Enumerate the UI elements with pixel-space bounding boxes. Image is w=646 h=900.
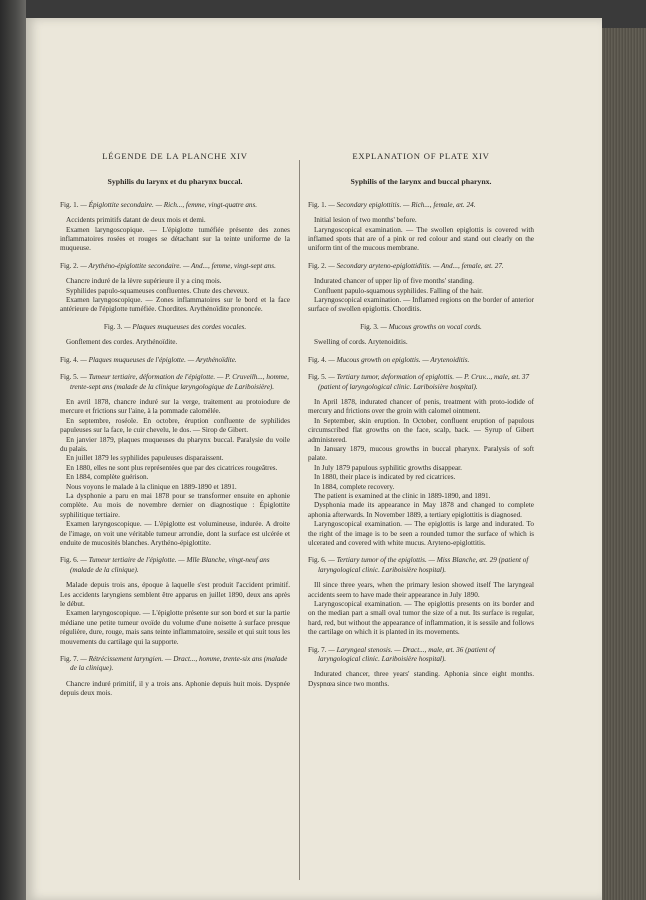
figure-entry — [60, 201, 290, 254]
figure-paragraph: Indurated chancer, three years' standing. Aphonia since eight months. Dyspnœa since two months. — [308, 670, 534, 688]
figure-number: Fig. 4. — [60, 355, 79, 364]
figure-paragraph: Accidents primitifs datant de deux mois et demi. — [66, 216, 206, 225]
figure-paragraph: In 1884, complete recovery. — [314, 482, 395, 491]
figure-paragraph: Malade depuis trois ans, époque à laquelle s'est produit l'accident primitif. Les accidents laryngiens semblent être apparus en juillet 1890, deux ans après le début. — [60, 581, 290, 609]
figure-paragraph: Laryngoscopical examination. — The epiglottis presents on its border and on the median part a small oval tumor the size of a nut. Its surface is regular, hard, red, but without the appearance of inflammation, it is sessile and follows the cartilage on which it is planted in its movements. — [308, 600, 534, 637]
figure-caption-text: — Mucous growth on epiglottis. — Arytenoiditis. — [328, 355, 470, 364]
figure-caption — [60, 556, 290, 575]
figure-paragraph: Laryngoscopical examination. — Inflamed regions on the border of anterior surface of swollen epiglottis. Chorditis. — [308, 296, 534, 314]
figure-paragraph: Initial lesion of two months' before. — [314, 216, 417, 225]
figure-paragraph: In September, skin eruption. In October, confluent eruption of papulous circumscribed flat growths on the face, scalp, back. — Syrup of Gibert administered. — [308, 416, 534, 444]
figure-entry — [60, 262, 290, 315]
figure-caption-text: — Laryngeal stenosis. — Dract..., male, æt. 36 (patient of laryngological clinic. Lariboisière hospital). — [318, 645, 495, 664]
french-column — [60, 152, 290, 707]
figure-paragraph: En 1880, elles ne sont plus représentées que par des cicatrices rougeâtres. — [66, 463, 278, 472]
french-title: LÉGENDE DE LA PLANCHE XIV — [102, 151, 248, 161]
page-stack-edge — [602, 28, 646, 900]
figure-number: Fig. 1. — [60, 200, 79, 209]
book-spine-shadow — [0, 0, 26, 900]
figure-caption — [308, 373, 534, 392]
figure-entry — [60, 373, 290, 548]
figure-caption — [60, 201, 290, 210]
figure-paragraph: Chancre induré de la lèvre supérieure il y a cinq mois. — [66, 277, 222, 286]
figure-paragraph: La dysphonie a paru en mai 1878 pour se transformer ensuite en aphonie complète. Au mois de novembre dernier on diagnostique : Épiglottite syphilitique tertiaire. — [60, 491, 290, 519]
figure-caption-text: — Mucous growths on vocal cords. — [380, 322, 482, 331]
figure-paragraph: Syphilides papulo-squameuses confluentes. Chute des cheveux. — [66, 286, 250, 295]
column-divider — [299, 160, 300, 880]
figure-entry — [308, 556, 534, 637]
figure-paragraph: Chancre induré primitif, il y a trois ans. Aphonie depuis huit mois. Dyspnée depuis deux mois. — [60, 679, 290, 698]
figure-paragraph: In April 1878, indurated chancer of penis, treatment with proto-iodide of mercury and frictions over the groin with calomel ointment. — [308, 397, 534, 416]
figure-number: Fig. 6. — [308, 556, 327, 565]
figure-entry — [60, 356, 290, 365]
english-column — [308, 152, 534, 697]
english-title: EXPLANATION OF PLATE XIV — [352, 151, 490, 161]
figure-caption — [308, 356, 534, 365]
figure-paragraph: En juillet 1879 les syphilides papuleuses disparaissent. — [66, 454, 224, 463]
figure-paragraph: Dysphonia made its appearance in May 1878 and changed to complete aphonia afterwards. In November 1889, a tertiary epiglottitis is diagnosed. — [308, 501, 534, 519]
figure-caption-text: — Tertiary tumor, deformation of epiglottis. — P. Cruv..., male, æt. 37 (patient of laryngological clinic. Lariboisière hospital). — [318, 373, 530, 391]
figure-number: Fig. 5. — [60, 373, 79, 382]
figure-paragraph: En janvier 1879, plaques muqueuses du pharynx buccal. Paralysie du voile du palais. — [60, 435, 290, 453]
figure-caption — [60, 655, 290, 674]
figure-caption — [308, 262, 534, 271]
figure-paragraph: En 1884, complète guérison. — [66, 473, 149, 482]
figure-number: Fig. 3. — [103, 322, 123, 331]
figure-entry — [60, 556, 290, 647]
figure-paragraph: In 1880, their place is indicated by red cicatrices. — [314, 473, 456, 482]
figure-paragraph: Examen laryngoscopique. — L'épiglotte tuméfiée présente des zones inflammatoires rosées et rouges se détachant sur la teinte uniforme de la muqueuse. — [60, 225, 290, 253]
figure-caption — [60, 373, 290, 392]
figure-caption — [308, 323, 534, 332]
figure-entry — [308, 646, 534, 690]
french-figures — [60, 201, 290, 699]
figure-caption-text: — Rétrécissement laryngien. — Dract..., homme, trente-six ans (malade de la clinique). — [70, 655, 288, 673]
figure-number: Fig. 6. — [60, 556, 79, 565]
figure-paragraph: Nous voyons le malade à la clinique en 1889-1890 et 1891. — [66, 482, 237, 491]
figure-caption-text: — Tumeur tertiaire, déformation de l'épiglotte. — P. Cruveilh..., homme, trente-sept ans (malade de la clinique laryngologique de Lariboisière). — [70, 373, 289, 391]
figure-paragraph: En septembre, roséole. En octobre, éruption confluente de syphilides papuleuses sur la face, le cuir chevelu, le dos. — Sirop de Gibert. — [60, 416, 290, 435]
figure-caption — [308, 201, 534, 210]
figure-paragraph: Confluent papulo-squamous syphilides. Falling of the hair. — [314, 286, 483, 295]
figure-paragraph: In January 1879, mucous growths in buccal pharynx. Paralysis of soft palate. — [308, 444, 534, 463]
figure-number: Fig. 5. — [308, 373, 327, 382]
figure-number: Fig. 7. — [60, 655, 79, 664]
figure-paragraph: Swelling of cords. Arytenoiditis. — [314, 338, 408, 347]
figure-paragraph: En avril 1878, chancre induré sur la verge, traitement au protoiodure de mercure et frictions sur l'aine, à la pommade calomélée. — [60, 397, 290, 416]
figure-paragraph: The patient is examined at the clinic in 1889-1890, and 1891. — [314, 491, 491, 500]
figure-caption — [60, 356, 290, 365]
figure-paragraph: In July 1879 papulous syphilitic growths disappear. — [314, 463, 462, 472]
figure-paragraph: Gonflement des cordes. Arythénoïdite. — [66, 338, 178, 347]
figure-caption — [60, 262, 290, 271]
figure-caption — [308, 556, 534, 575]
figure-entry — [308, 262, 534, 315]
figure-paragraph: Laryngoscopical examination. — The epiglottis is large and indurated. To the right of the image is to be seen a rounded tumor the surface of which is ulcerated and covered with white mucus. Aryteno-epiglottitis. — [308, 520, 534, 547]
figure-entry — [308, 356, 534, 365]
figure-caption — [308, 646, 534, 665]
figure-entry — [60, 323, 290, 348]
english-figures — [308, 201, 534, 689]
figure-paragraph: Laryngoscopical examination. — The swollen epiglottis is covered with inflamed spots that are of a pink or red colour and stand out clearly on the uniform tint of the mucous membrane. — [308, 225, 534, 253]
figure-number: Fig. 4. — [308, 355, 327, 364]
figure-paragraph: Examen laryngoscopique. — L'épiglotte est volumineuse, indurée. A droite de l'image, on voit une véritable tumeur arrondie, dont la surface est ulcérée et enduite de mucosités blanches. Arythéno-épiglottite. — [60, 520, 290, 547]
figure-caption-text: — Tertiary tumor of the epiglottis. — Miss Blanche, æt. 29 (patient of laryngological clinic. Lariboisière hospital). — [318, 556, 529, 574]
figure-paragraph: Examen laryngoscopique. — L'épiglotte présente sur son bord et sur la partie médiane une petite tumeur ovoïde du volume d'une noisette à surface presque régulière, dure, rouge, mais sans teinte inflammatoire, sessile et qui suit tous les mouvements du cartilage qui la supporte. — [60, 609, 290, 646]
figure-caption-text: — Plaques muqueuses de l'épiglotte. — Arythénoïdite. — [80, 355, 237, 364]
background-top — [0, 0, 646, 18]
figure-paragraph: Ill since three years, when the primary lesion showed itself The laryngeal accidents seem to have made their appearance in July 1890. — [308, 581, 534, 599]
figure-entry — [308, 373, 534, 548]
figure-paragraph: Examen laryngoscopique. — Zones inflammatoires sur le bord et la face antérieure de l'épiglotte tuméfiée. Chordites. Arythénoïdite prononcée. — [60, 296, 290, 314]
english-subtitle: Syphilis of the larynx and buccal pharynx. — [350, 177, 492, 187]
figure-caption-text: — Tumeur tertiaire de l'épiglotte. — Mlle Blanche, vingt-neuf ans (malade de la clinique). — [70, 556, 270, 574]
figure-caption-text: — Épiglottite secondaire. — Rich..., femme, vingt-quatre ans. — [80, 200, 258, 209]
figure-caption — [60, 323, 290, 332]
french-subtitle: Syphilis du larynx et du pharynx buccal. — [107, 177, 243, 187]
figure-paragraph: Indurated chancer of upper lip of five months' standing. — [314, 277, 474, 286]
figure-number: Fig. 2. — [308, 261, 327, 270]
figure-number: Fig. 7. — [308, 645, 327, 654]
figure-number: Fig. 3. — [360, 322, 379, 331]
figure-entry — [60, 655, 290, 699]
figure-entry — [308, 201, 534, 254]
figure-number: Fig. 2. — [60, 261, 79, 270]
figure-entry — [308, 323, 534, 348]
figure-caption-text: — Secondary epiglottitis. — Rich..., female, æt. 24. — [328, 200, 476, 209]
figure-number: Fig. 1. — [308, 200, 327, 209]
figure-caption-text: — Arythéno-épiglottite secondaire. — And..., femme, vingt-sept ans. — [80, 261, 276, 270]
figure-caption-text: — Plaques muqueuses des cordes vocales. — [124, 322, 247, 331]
figure-caption-text: — Secondary aryteno-epiglottiditis. — And..., female, æt. 27. — [328, 261, 504, 270]
